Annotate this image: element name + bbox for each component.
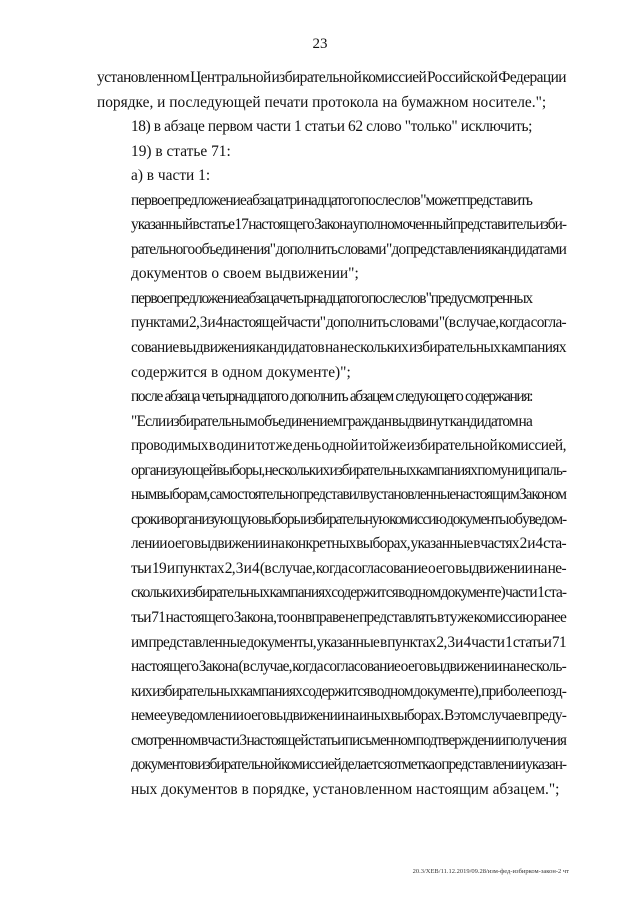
text-line: а) в части 1:: [131, 167, 211, 185]
paragraph: [97, 385, 566, 410]
paragraph: [97, 66, 566, 115]
text-line: установленном Центральной избирательной комиссией Российской Федерации: [97, 69, 566, 86]
paragraph: [97, 189, 566, 287]
text-line: нем ее уведомлении о его выдвижении на иных выборах. В этом случае в преду-: [131, 707, 567, 725]
text-line: тьи 71 настоящего Закона, то он вправе не представлять в ту же комиссию ранее: [131, 609, 567, 627]
text-line: документов о своем выдвижении";: [131, 265, 359, 283]
text-line: сроки в организующую выборы избирательную комиссию документы об уведом-: [131, 510, 566, 528]
text-line: первое предложение абзаца четырнадцатого после слов "предусмотренных: [131, 289, 532, 307]
paragraph: [97, 140, 566, 165]
text-line: организующей выборы, нескольких избирательных кампаниях по муниципаль-: [131, 461, 566, 479]
text-line: настоящего Закона (в случае, когда согласование о его выдвижении на несколь-: [131, 658, 566, 676]
text-line: порядке, и последующей печати протокола на бумажном носителе.";: [97, 93, 547, 111]
paragraph: [97, 115, 566, 140]
text-line: указанный в статье 17 настоящего Закона уполномоченный представитель изби-: [131, 216, 566, 234]
footer-document-code: 20.3/ХЕВ/11.12.2019/09.28/изм-фед-избирком-закон-2 чт: [412, 868, 569, 875]
text-line: документов избирательной комиссией делается отметка о представлении указан-: [131, 756, 567, 774]
text-line: проводимых в один и тот же день одной и той же избирательной комиссией,: [131, 437, 566, 455]
paragraph: [97, 164, 566, 189]
text-line: скольких избирательных кампаниях содержится в одном документе) части 1 ста-: [131, 584, 566, 602]
text-line: смотренном в части 3 настоящей статьи письменном подтверждении получения: [131, 731, 566, 749]
text-line: 19) в статье 71:: [131, 142, 231, 160]
text-line: "Если избирательным объединением граждан выдвинут кандидатом на: [131, 412, 533, 430]
text-line: после абзаца четырнадцатого дополнить абзацем следующего содержания:: [131, 388, 533, 406]
text-line: ких избирательных кампаниях содержится в одном документе), при более позд-: [131, 682, 566, 700]
text-line: им представленные документы, указанные в пунктах 2, 3 и 4 части 1 статьи 71: [131, 633, 567, 651]
text-line: 18) в абзаце первом части 1 статьи 62 слово "только" исключить;: [131, 118, 532, 136]
text-line: тьи 19 и пунктах 2, 3 и 4 (в случае, когда согласование о его выдвижении на не-: [131, 559, 566, 577]
paragraph: [97, 410, 566, 803]
text-line: ным выборам, самостоятельно представил в установленные настоящим Законом: [131, 486, 566, 504]
text-line: первое предложение абзаца тринадцатого после слов "может представить: [131, 191, 532, 209]
text-line: ных документов в порядке, установленном настоящим абзацем.";: [131, 780, 560, 798]
paragraph: [97, 287, 566, 385]
text-line: сование выдвижения кандидатов на нескольких избирательных кампаниях: [131, 339, 566, 357]
text-line: рательного объединения" дополнить словами "до представления кандидатами: [131, 240, 567, 258]
document-body: [97, 66, 566, 802]
page-number: 23: [312, 36, 328, 52]
text-line: пунктами 2, 3 и 4 настоящей части" дополнить словами "(в случае, когда согла-: [131, 314, 566, 332]
text-line: лении о его выдвижении на конкретных выборах, указанные в частях 2 и 4 ста-: [131, 535, 566, 553]
text-line: содержится в одном документе)";: [131, 363, 351, 381]
